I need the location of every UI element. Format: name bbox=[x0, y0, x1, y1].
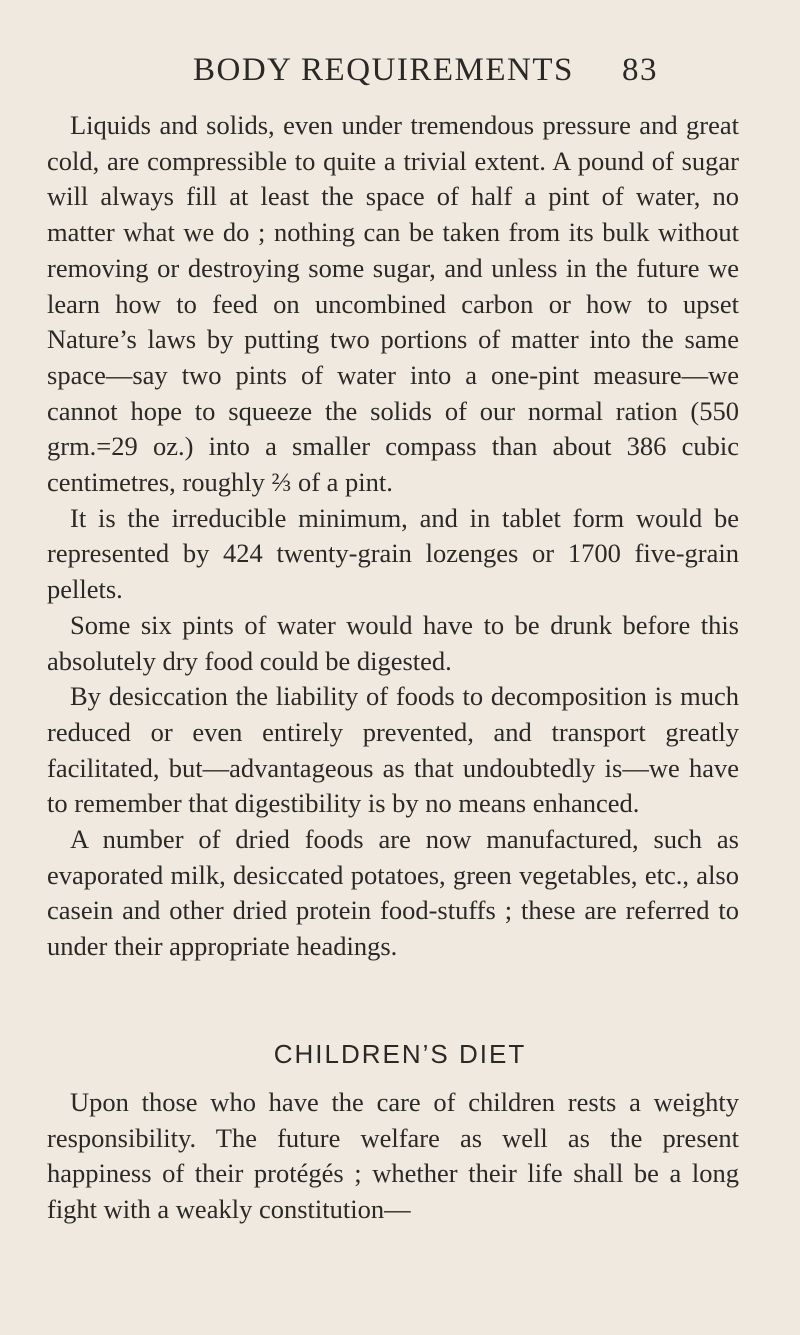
paragraph: Upon those who have the care of children rests a weighty responsibility. The future welfare as well as the present happiness of their protégés ; whether their life shall be a long fight with a weakly constitution— bbox=[47, 1087, 739, 1225]
running-title: BODY REQUIREMENTS bbox=[193, 52, 574, 88]
paragraph: It is the irreducible minimum, and in tablet form would be represented by 424 twenty-grain lozenges or 1700 five-grain pellets. bbox=[47, 502, 739, 605]
paragraph: Liquids and solids, even under tremendous pressure and great cold, are compressible to quite a trivial extent. A pound of sugar will always fill at least the space of half a pint of water, no matter what we do ; nothing can be taken from its bulk without removing or destroying some sugar, and unless in the future we learn how to feed on uncombined carbon or how to upset Nature’s laws by putting two portions of matter into the same space—say two pints of water into a one-pint measure—we cannot hope to squeeze the solids of our normal ration (550 grm.=29 oz.) into a smaller compass than about 386 cubic centimetres, roughly ⅔ of a pint. bbox=[47, 110, 739, 498]
paragraph: Some six pints of water would have to be drunk before this absolutely dry food could be digested. bbox=[47, 609, 739, 676]
paragraph: A number of dried foods are now manufactured, such as evaporated milk, desiccated potatoes, green vegetables, etc., also casein and other dried protein food-stuffs ; these are referred to under their appropriate headings. bbox=[47, 824, 739, 962]
page-number: 83 bbox=[622, 52, 658, 88]
section-heading: CHILDREN’S DIET bbox=[273, 1039, 527, 1069]
section-body-text bbox=[47, 1085, 739, 1228]
paragraph: By desiccation the liability of foods to decomposition is much reduced or even entirely prevented, and transport greatly facilitated, but—advantageous as that undoubtedly is—we have to remember that digestibility is by no means enhanced. bbox=[47, 681, 739, 819]
body-text bbox=[47, 108, 739, 965]
running-head bbox=[193, 50, 658, 90]
